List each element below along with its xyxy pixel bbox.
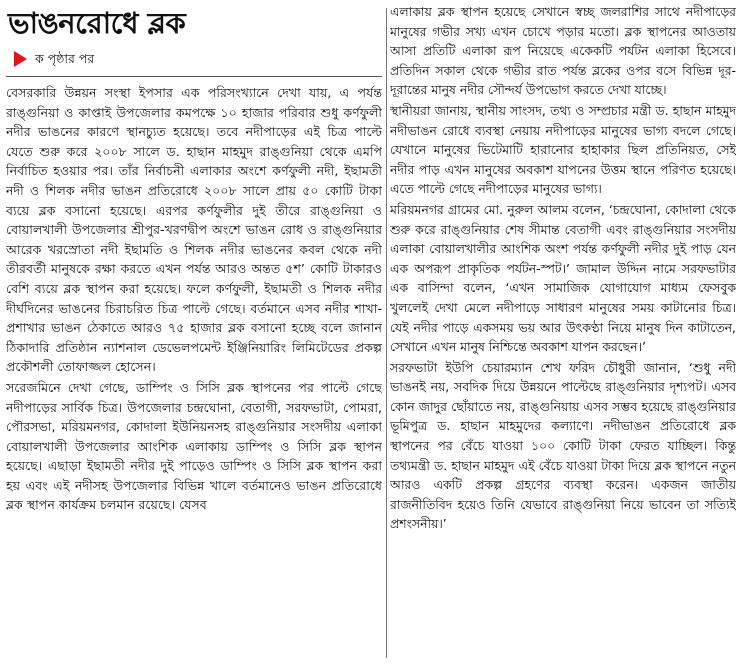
paragraph-6: সরফভাটা ইউপি চেয়ারম্যান শেখ ফরিদ চৌধুরী জানান, ‘শুধু নদী ভাঙনই নয়, সবদিক দিয়ে উন্নয়নে পাল্টেছে রাঙ্গুনিয়ার দৃশ্যপট। এসব কোন জাদুর ছোঁয়াতে নয়, রাঙ্গুনিয়ায় এসব সম্ভব হয়েছে রাঙ্গুনিয়ার ভূমিপুত্র ড. হাছান মাহমুদের কল্যাণে। নদীভাঙন প্রতিরোধে ব্লক স্থাপনের পর বেঁচে যাওয়া ১০০ কোটি টাকা ফেরত যাচ্ছিল। কিন্তু তথ্যমন্ত্রী ড. হাছান মাহমুদ এই বেঁচে যাওয়া টাকা দিয়ে ব্লক স্থাপনে নতুন আরও একটি প্রকল্প গ্রহণের ব্যবস্থা করেন। একজন জাতীয় রাজনীতিবিদ হয়েও তিনি যেভাবে রাঙ্গুনিয়া নিয়ে ভাবেন তা সত্যিই প্রশংসনীয়।’: [390, 359, 736, 532]
paragraph-5: মরিয়মনগর গ্রামের মো. নুরুল আলম বলেন, ‘চন্দ্রঘোনা, কোদালা থেকে শুরু করে রাঙ্গুনিয়ার শেষ সীমান্ত বেতাগী এবং রাঙ্গুনিয়ার সংসদীয় এলাকা বোয়ালখালীর আংশিক অংশ পর্যন্ত কর্ণফুলী নদীর দুই পাড় যেন এক অপরূপ প্রাকৃতিক পর্যটন-স্পট।’ জামাল উদ্দিন নামে সরফভাটার এক বাসিন্দা বলেন, ‘এখন সামাজিক যোগাযোগ মাধ্যম ফেসবুক খুললেই দেখা মেলে নদীপাড়ে সাধারণ মানুষের সময় কাটানোর চিত্র। যেই নদীর পাড়ে একসময় ভয় আর উৎকণ্ঠা নিয়ে মানুষ দিন কাটাতেন, সেখানে এখন মানুষ নিশ্চিন্তে অবকাশ যাপন করছেন।’: [390, 201, 736, 355]
paragraph-2: সরেজমিনে দেখা গেছে, ডাম্পিং ও সিসি ব্লক স্থাপনের পর পাল্টে গেছে নদীপাড়ের সার্বিক চিত্র। উপজেলার চন্দ্রঘোনা, বেতাগী, সরফভাটা, পোমরা, পৌরসভা, মরিয়মনগর, কোদালা ইউনিয়নসহ রাঙ্গুনিয়ার সংসদীয় এলাকা বোয়ালখালী উপজেলার আংশিক এলাকায় ডাম্পিং ও সিসি ব্লক স্থাপন হয়েছে। এছাড়া ইছামতী নদীর দুই পাড়েও ডাম্পিং ও সিসি ব্লক স্থাপন করা হয় এবং এই নদীসহ উপজেলার বিভিন্ন খালে বর্তমানেও ভাঙন প্রতিরোধে ব্লক স্থাপন কার্যক্রম চলমান রয়েছে। যেসব: [6, 379, 382, 513]
jump-line: [14, 50, 382, 68]
right-column: [390, 0, 736, 660]
column-divider: [386, 8, 387, 658]
headline: ভাঙনরোধে ব্লক: [8, 6, 186, 40]
red-arrow-icon: [14, 51, 27, 67]
left-column: [6, 6, 382, 660]
paragraph-4: স্থানীয়রা জানায়, স্থানীয় সাংসদ, তথ্য ও সম্প্রচার মন্ত্রী ড. হাছান মাহমুদ নদীভাঙন রোধে ব্যবস্থা নেয়ায় নদীপাড়ের মানুষের ভাগ্য বদলে গেছে। যেখানে মানুষের ভিটেমাটি হারানোর হাহাকার ছিল প্রতিনিয়ত, সেই নদীর পাড় এখন মানুষের অবকাশ যাপনের উত্তম স্থানে পরিণত হয়েছে। এতে পাল্টে গেছে নদীপাড়ের মানুষের ভাগ্য।: [390, 102, 736, 197]
paragraph-3: এলাকায় ব্লক স্থাপন হয়েছে সেখানে স্বচ্ছ জলরাশির সাথে নদীপাড়ের মানুষের গভীর সখ্য এখন চোখে পড়ার মতো। ব্লক স্থাপনের আওতায় আসা প্রতিটি এলাকা রূপ নিয়েছে একেকটি পর্যটন এলাকা হিসেবে। প্রতিদিন সকাল থেকে গভীর রাত পর্যন্ত ব্লকের ওপর বসে বিভিন্ন দূর-দূরান্তের মানুষ নদীর সৌন্দর্য উপভোগ করতে দেখা যাচ্ছে।: [390, 4, 736, 98]
paragraph-1: বেসরকারি উন্নয়ন সংস্থা ইপসার এক পরিসংখ্যানে দেখা যায়, এ পর্যন্ত রাঙ্গুনিয়া ও কাপ্তাই উপজেলার কমপক্ষে ১০ হাজার পরিবার শুধু কর্ণফুলী নদীর ভাঙনের কারণে স্থানচ্যুত হয়েছে। তবে নদীপাড়ের এই চিত্র পাল্টে যেতে শুরু করে ২০০৮ সালে ড. হাছান মাহমুদ রাঙ্গুনিয়া থেকে এমপি নির্বাচিত হওয়ার পর। তাঁর নির্বাচনী এলাকার অংশে কর্ণফুলী নদী, ইছামতী নদী ও শিলক নদীর ভাঙন প্রতিরোধে ২০০৮ সালে প্রায় ৫০ কোটি টাকা ব্যয়ে ব্লক বসানো হয়েছে। এরপর কর্ণফুলীর দুই তীরে রাঙ্গুনিয়া ও বোয়ালখালী উপজেলার শ্রীপুর-খরণদ্বীপ অংশে ভাঙন রোধ ও রাঙ্গুনিয়ার আরেক খরস্রোতা নদী ইছামতি ও শিলক নদীর ভাঙনের কবল থেকে নদী তীরবর্তী মানুষকে রক্ষা করতে এখন পর্যন্ত আরও অন্তত ৫শ’ কোটি টাকারও বেশি ব্যয়ে ব্লক স্থাপন করা হয়েছে। ফলে কর্ণফুলী, ইছামতী ও শিলক নদীর দীর্ঘদিনের ভাঙনের চিরাচরিত চিত্র পাল্টে গেছে। বর্তমানে এসব নদীর শাখা-প্রশাখার ভাঙন ঠেকাতে আরও ৭৫ হাজার ব্লক বসানো হচ্ছে বলে জানান ঠিকাদারি প্রতিষ্ঠান ন্যাশনাল ডেভেলপমেন্ট ইঞ্জিনিয়ারিং লিমিটেডের প্রকল্প প্রকৌশলী তোফাজ্জল হোসেন।: [6, 85, 382, 375]
jump-text: ক পৃষ্ঠার পর: [35, 51, 95, 66]
headline-rule: [6, 76, 382, 77]
